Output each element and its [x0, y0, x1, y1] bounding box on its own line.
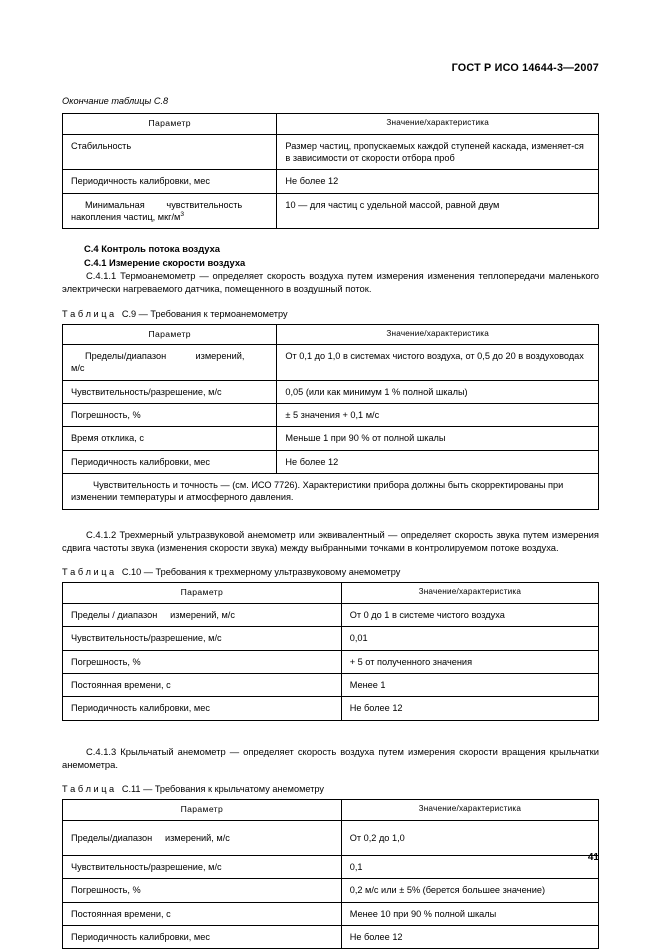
table-c9-note: Чувствительность и точность — (см. ИСО 7726). Характеристики прибора должны быть скорректированы при изменении температуры и атмосферного давления. — [63, 474, 599, 510]
table-c9-r2-param: Погрешность, % — [63, 404, 277, 427]
table-c9-r2-value: ± 5 значения + 0,1 м/с — [277, 404, 599, 427]
table-c10-r3-param: Постоянная времени, с — [63, 673, 342, 696]
table-c9-r4-value: Не более 12 — [277, 450, 599, 473]
table-row — [63, 345, 599, 381]
table-c9-r0-value: От 0,1 до 1,0 в системах чистого воздуха, от 0,5 до 20 в воздуховодах — [277, 345, 599, 381]
table-c10-col-value: Значение/характеристика — [341, 583, 598, 604]
page-number: 41 — [587, 852, 599, 863]
table-row — [63, 427, 599, 450]
table-row — [63, 650, 599, 673]
table-c10-col-param: Параметр — [63, 583, 342, 604]
table-c11-r3-param: Постоянная времени, с — [63, 902, 342, 925]
paragraph-c413: С.4.1.3 Крыльчатый анемометр — определяет скорость воздуха путем измерения скорости вращения крыльчатки анемометра. — [62, 745, 599, 770]
table-c10-r4-value: Не более 12 — [341, 697, 598, 720]
table-c8 — [62, 113, 599, 229]
table-c10-r3-value: Менее 1 — [341, 673, 598, 696]
table-c8-col-value: Значение/характеристика — [277, 114, 599, 135]
table-c9-r4-param: Периодичность калибровки, мес — [63, 450, 277, 473]
table-row — [63, 603, 599, 626]
table-c9-r0-param-a: Пределы/диапазон — [85, 351, 167, 362]
table-c11-r0-value: От 0,2 до 1,0 — [341, 820, 598, 855]
table-c10-r0-param-a: Пределы / диапазон — [71, 609, 158, 620]
table-c11-r0-param — [63, 820, 342, 855]
table-row — [63, 902, 599, 925]
table-c10-r1-param: Чувствительность/разрешение, м/с — [63, 627, 342, 650]
table-c11-header-row — [63, 800, 599, 821]
table-c10-r2-param: Погрешность, % — [63, 650, 342, 673]
table-row — [63, 404, 599, 427]
page-content — [62, 62, 599, 949]
table-c8-header-row — [63, 114, 599, 135]
table-c10-header-row — [63, 583, 599, 604]
table-c10-caption: Т а б л и ц а С.10 — Требования к трехмерному ультразвуковому анемометру — [62, 567, 401, 578]
table-c9-r0-param-c: м/с — [71, 363, 85, 374]
table-row — [63, 627, 599, 650]
table-c10-r4-param: Периодичность калибровки, мес — [63, 697, 342, 720]
table-c10-r0-param — [63, 603, 342, 626]
table-c9 — [62, 324, 599, 510]
table-c8-r0-value: Размер частиц, пропускаемых каждой ступеней каскада, изменяет-ся в зависимости от скорости отбора проб — [277, 134, 599, 170]
table-c8-r1-value: Не более 12 — [277, 170, 599, 193]
table-c11-r1-value: 0,1 — [341, 856, 598, 879]
table-c8-r2-param-b: чувствительность — [166, 199, 243, 210]
table-c11-r4-param: Периодичность калибровки, мес — [63, 926, 342, 949]
table-c9-r1-value: 0,05 (или как минимум 1 % полной шкалы) — [277, 380, 599, 403]
table-c9-r1-param: Чувствительность/разрешение, м/с — [63, 380, 277, 403]
paragraph-c412: С.4.1.2 Трехмерный ультразвуковой анемометр или эквивалентный — определяет скорость звука путем измерения сдвига частоты звука (изменения скорости звука) между выбранными точками в контролируемом потоке воздуха. — [62, 528, 599, 554]
table-c10-r1-value: 0,01 — [341, 627, 598, 650]
table-c9-r0-param-b: измерений, — [195, 351, 245, 362]
table-c9-col-value: Значение/характеристика — [277, 324, 599, 345]
table-c11-col-param: Параметр — [63, 800, 342, 821]
table-c11-r1-param: Чувствительность/разрешение, м/с — [63, 856, 342, 879]
table-c11-caption: Т а б л и ц а С.11 — Требования к крыльчатому анемометру — [62, 784, 325, 795]
table-row — [63, 193, 599, 229]
table-c10-r0-value: От 0 до 1 в системе чистого воздуха — [341, 603, 598, 626]
table-c9-r3-value: Меньше 1 при 90 % от полной шкалы — [277, 427, 599, 450]
table-c11-r0-param-a: Пределы/диапазон — [71, 832, 153, 843]
table-c8-r2-param-c: накопления частиц, мкг/м — [71, 211, 181, 222]
table-row — [63, 170, 599, 193]
section-c4-heading: С.4 Контроль потока воздуха — [84, 243, 221, 255]
table-c11-r2-param: Погрешность, % — [63, 879, 342, 902]
table-c8-r2-param-sup: 3 — [180, 210, 185, 218]
table-c8-r2-param-a: Минимальная — [85, 199, 145, 210]
table-c9-note-row — [63, 474, 599, 510]
table-c11 — [62, 799, 599, 949]
section-c41-heading: С.4.1 Измерение скорости воздуха — [84, 256, 246, 268]
table-c10 — [62, 582, 599, 720]
table-c8-caption: Окончание таблицы С.8 — [62, 96, 169, 106]
table-c9-r3-param: Время отклика, с — [63, 427, 277, 450]
table-c11-r4-value: Не более 12 — [341, 926, 598, 949]
document-header: ГОСТ Р ИСО 14644-3—2007 — [451, 62, 599, 74]
table-c8-r2-value: 10 — для частиц с удельной массой, равной двум — [277, 193, 599, 229]
table-c9-header-row — [63, 324, 599, 345]
table-row — [63, 450, 599, 473]
paragraph-c411: С.4.1.1 Термоанемометр — определяет скорость воздуха путем измерения изменения теплопередачи маленького электрически нагреваемого датчика, помещенного в воздушный поток. — [62, 269, 599, 295]
table-c8-col-param: Параметр — [63, 114, 277, 135]
table-c11-r2-value: 0,2 м/с или ± 5% (берется большее значение) — [341, 879, 598, 902]
table-row — [63, 856, 599, 879]
table-c10-r0-param-b: измерений, м/с — [170, 609, 235, 620]
table-c11-r0-param-b: измерений, м/с — [164, 832, 230, 843]
table-row — [63, 697, 599, 720]
table-row — [63, 134, 599, 170]
table-row — [63, 926, 599, 949]
table-row — [63, 380, 599, 403]
table-c8-r2-param — [63, 193, 277, 229]
table-c8-r1-param: Периодичность калибровки, мес — [63, 170, 277, 193]
table-row — [63, 820, 599, 855]
table-c9-r0-param — [63, 345, 277, 381]
table-row — [63, 673, 599, 696]
table-c9-col-param: Параметр — [63, 324, 277, 345]
table-row — [63, 879, 599, 902]
table-c8-r0-param: Стабильность — [63, 134, 277, 170]
table-c11-col-value: Значение/характеристика — [341, 800, 598, 821]
table-c11-r3-value: Менее 10 при 90 % полной шкалы — [341, 902, 598, 925]
table-c10-r2-value: + 5 от полученного значения — [341, 650, 598, 673]
table-c9-caption: Т а б л и ц а С.9 — Требования к термоанемометру — [62, 308, 288, 319]
